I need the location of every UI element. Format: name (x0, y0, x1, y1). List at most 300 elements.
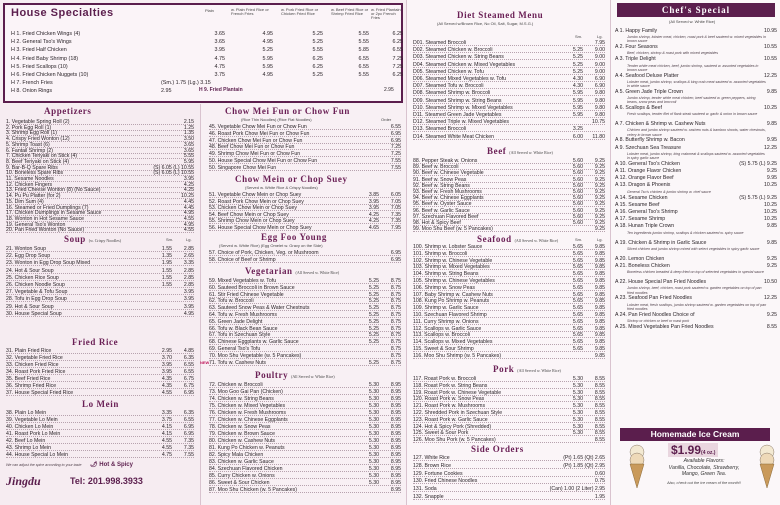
chef-special-description: Jumbo shrimp, tender white meat chicken, beef sauteed w. green peppers, string beans, snow peas and broccoli (627, 96, 756, 105)
menu-item-name: 56. House Special Chow Mein or Chop Suey (209, 225, 312, 231)
house-special-name: H 8. Onion Rings (11, 88, 53, 95)
menu-panel-2 (200, 104, 406, 505)
menu-item-name: 120. Roast Pork w. Snow Peas (413, 396, 485, 403)
house-special-price: 5.85 (358, 47, 369, 54)
menu-item-row (413, 119, 605, 126)
menu-item-row (413, 471, 605, 478)
diet-subtitle: (All Served w/Brown Rice, No Oil, Salt, Sugar, M.S.G.) (437, 21, 534, 26)
house-special-row (11, 64, 401, 72)
menu-item-price-small: 5.30 (368, 438, 379, 444)
menu-panel-1 (0, 104, 200, 505)
menu-item-name: 16. Steamed or Fried Dumplings (7) (6, 204, 89, 211)
menu-item-price-large: 8.95 (390, 424, 401, 430)
menu-item-price-small: 5.30 (572, 403, 583, 410)
menu-item-row (6, 431, 194, 438)
menu-item-price-large: 9.85 (594, 312, 605, 318)
fried-rice-title: Fried Rice (72, 337, 119, 347)
menu-item-price-large: 9.25 (594, 195, 605, 202)
menu-item-name: 86. Sweet & Sour Chicken (209, 480, 270, 486)
menu-item-name: 59. Mixed Vegetables w. Tofu (209, 278, 277, 284)
menu-item-price-small: 4.30 (572, 83, 583, 90)
menu-item-price-large: 8.55 (594, 437, 605, 444)
menu-item-price-small: 5.60 (572, 158, 583, 164)
menu-item-row (209, 466, 401, 473)
menu-item-row (209, 452, 401, 459)
house-special-price: 6.25 (312, 55, 323, 62)
menu-item-price-small: 5.25 (368, 312, 379, 318)
menu-item-row (6, 424, 194, 431)
menu-item-name: 53. Chicken Chow Mein or Chop Suey (209, 205, 297, 212)
menu-item-name: D03. Steamed Chicken w. String Beans (413, 54, 504, 61)
menu-item-name: 34. Roast Pork Fried Rice (6, 369, 66, 375)
menu-item-price-large: 8.95 (390, 382, 401, 388)
menu-item-price-large: 9.25 (594, 201, 605, 208)
chef-special-price: (S) 5.75 (L) 9.25 (739, 194, 777, 201)
menu-item-name: 102. Shrimp w. Chinese Vegetable (413, 257, 493, 264)
menu-item-name: 117. Roast Pork w. Broccoli (413, 376, 477, 382)
menu-item-price-large: 8.95 (390, 417, 401, 423)
chef-special-name: A 22. House Special Pan Fried Noodles (615, 279, 707, 286)
chef-special-price: 10.55 (764, 56, 777, 63)
menu-item-name: 83. Chicken w. Garlic Sauce (209, 459, 274, 465)
menu-item-name: 51. Vegetable Chow Mein or Chop Suey (209, 192, 302, 198)
ice-cream-price: $1.99(4 oz.) (668, 443, 718, 457)
menu-item-row (6, 390, 194, 397)
menu-item-price-large: 9.25 (594, 176, 605, 183)
menu-item-price-large: 8.95 (390, 452, 401, 458)
menu-item-name: 94. Beef w. Chinese Eggplants (413, 195, 484, 202)
menu-item-name: 92. Beef w. String Beans (413, 182, 470, 189)
chow-mein-subtitle: (Served w. White Rice & Crispy Noodles) (245, 185, 318, 190)
menu-item-price-large: 7.95 (390, 225, 401, 231)
menu-item-name: 107. Baby Shrimp w. Cashew Nuts (413, 291, 493, 298)
house-special-price: 5.55 (358, 72, 369, 78)
menu-item-name: 36. Shrimp Fried Rice (6, 383, 57, 389)
house-special-price: 6.25 (392, 72, 403, 78)
menu-item-price: 6.95 (390, 130, 401, 137)
menu-item-price-small: 5.60 (572, 201, 583, 208)
menu-item-name: 72. Chicken w. Broccoli (209, 382, 263, 388)
menu-item-name: 112. Scallops w. Garlic Sauce (413, 325, 482, 332)
hs-col-pork-rice: w. Pork Fried Rice or Chicken Fried Rice (281, 7, 319, 16)
menu-item-row (209, 396, 401, 403)
menu-item-row (6, 445, 194, 452)
menu-item-name: 46. Roast Pork Chow Mei Fun or Chow Fun (209, 130, 310, 137)
menu-item-row (209, 389, 401, 396)
menu-item-name: 52. Roast Pork Chow Mein or Chop Suey (209, 198, 304, 205)
chef-special-description: Jumbo shrimp, beef, chicken, roast pork sauteed w. garden vegetables on top of pan fried noodles (627, 286, 762, 295)
menu-item-name: 39. Vegetable Lo Mein (6, 417, 58, 423)
menu-item-name: 62. Tofu w. Broccoli (209, 298, 254, 305)
new-badge: NEW (200, 359, 210, 365)
menu-item-price-small: 1.55 (161, 274, 172, 281)
menu-item-row (413, 98, 605, 105)
menu-item-name: 12. Chicken Fingers (6, 181, 53, 188)
menu-item-price: 1.25 (183, 124, 194, 131)
menu-item-price-large: 6.95 (183, 424, 194, 430)
menu-item-price-large: 9.85 (594, 291, 605, 298)
house-special-price: 5.25 (312, 31, 323, 37)
chef-special-price: 10.25 (764, 209, 777, 215)
menu-item-row (209, 403, 401, 410)
menu-item-price-large: 9.25 (594, 170, 605, 177)
menu-item-price-small: 5.65 (572, 250, 583, 257)
house-special-price: 4.75 (214, 55, 225, 62)
beef-title: Beef (All Served w. White Rice) (487, 146, 553, 156)
menu-item-name: D08. Steamed Shrimp w. Broccoli (413, 90, 491, 97)
poultry-title: Poultry (All Served w. White Rice) (255, 370, 335, 380)
menu-item-price: 0.60 (594, 470, 605, 477)
menu-item-price-large: 8.75 (390, 284, 401, 291)
menu-item-name: 75. Chicken w. Mixed Vegetables (209, 403, 286, 409)
menu-item-name: 110. Szechuan Flavored Shrimp (413, 312, 487, 318)
hot-spicy-label: 🌶 Hot & Spicy (90, 462, 133, 468)
menu-item-price-large: 9.25 (594, 164, 605, 171)
house-special-price: 3.75 (214, 72, 225, 78)
menu-item-name: 91. Beef w. Snow Peas (413, 176, 467, 183)
chefs-special-subtitle: (All Served w. White Rice) (669, 19, 716, 24)
menu-item-price-large: 6.55 (183, 417, 194, 423)
menu-item-name: 123. Roast Pork w. Garlic Sauce (413, 416, 488, 423)
chef-special-description: Fresh scallops, tender filet of flank steak sauteed w. garlic & onion in brown sauce (627, 112, 758, 117)
menu-item-row (413, 112, 605, 119)
menu-item-price-small: 5.65 (572, 305, 583, 312)
menu-item-price-small: 4.25 (368, 211, 379, 218)
menu-item-price-small: 5.60 (572, 170, 583, 177)
brand-logo: Jingdu (6, 474, 41, 488)
menu-item-price-large: 9.25 (594, 158, 605, 164)
chef-special-price: 10.55 (764, 44, 777, 51)
menu-item-name: 9. Bar-B-Q Spare Ribs (6, 164, 58, 171)
menu-item-name: 60. Sauteed Broccoli in Brown Sauce (209, 284, 295, 291)
menu-item-price-large: 8.55 (594, 403, 605, 410)
ice-cream-title: Homemade Ice Cream (620, 428, 770, 441)
menu-item-price: 7.55 (390, 164, 401, 171)
menu-item-price-large: 4.85 (183, 348, 194, 354)
appetizers-title: Appetizers (44, 106, 92, 116)
house-special-price: 5.55 (358, 31, 369, 37)
house-special-name: H 4. Fried Baby Shrimp (18) (11, 55, 79, 62)
menu-item-name: 122. Shredded Pork in Szechuan Style (413, 410, 503, 416)
hs-extra-price: 2.95 (384, 87, 394, 93)
vegetarian-title: Vegetarian (All Served w. White Rice) (245, 266, 340, 276)
menu-item-row (413, 226, 605, 233)
menu-item-price-small: 4.25 (368, 218, 379, 225)
house-special-price: 4.95 (262, 72, 273, 78)
chef-special-name: A 2. Four Seasons (615, 44, 658, 51)
house-special-row (11, 47, 401, 55)
menu-item-name: 71. Tofu w. Cashew Nuts (209, 359, 266, 366)
chow-mei-fun-title: Chow Mei Fun or Chow Fun (225, 106, 350, 116)
menu-item-name: 3. Shrimp Egg Roll (1) (6, 130, 58, 137)
chef-special-price: 9.85 (766, 223, 777, 230)
menu-item-price-large: 8.55 (594, 382, 605, 389)
menu-item-price-small: 5.25 (368, 278, 379, 284)
menu-item-name: 116. Moo Shu Shrimp (w. 5 Pancakes) (413, 352, 502, 359)
menu-item-name: 128. Brown Rice (413, 462, 452, 469)
house-special-price: 6.25 (392, 31, 403, 37)
menu-item-price-small: 5.65 (572, 332, 583, 339)
menu-item-price-small: 5.30 (368, 431, 379, 437)
menu-item-price-large: 11.80 (592, 133, 605, 140)
menu-item-price-small: 5.30 (572, 389, 583, 396)
menu-item-price-small: 5.30 (368, 424, 379, 430)
house-special-price: 3.65 (214, 39, 225, 46)
menu-item-price-small: 3.70 (161, 355, 172, 361)
menu-item-price-small: 5.30 (368, 445, 379, 451)
house-special-price: 7.25 (392, 55, 403, 62)
menu-item-name: 127. White Rice (413, 455, 450, 461)
menu-item-price-small: 5.30 (572, 416, 583, 423)
menu-item-price-small: 5.95 (572, 90, 583, 97)
menu-item-name: 27. Vegetable & Tofu Soup (6, 289, 68, 296)
chef-special-price: 12.25 (764, 295, 777, 302)
menu-item-price-large: 8.95 (390, 389, 401, 395)
menu-item-price-large: 9.85 (594, 250, 605, 257)
menu-item-price-large: 8.75 (390, 325, 401, 332)
menu-item-price: 6.95 (390, 256, 401, 263)
menu-item-price-small: 4.55 (161, 390, 172, 396)
menu-item-price-large: 3.95 (183, 296, 194, 303)
menu-item-price-large: 9.00 (594, 61, 605, 68)
menu-item-row (413, 62, 605, 69)
chef-special-description: Beef, chicken, shrimp & roast pork with mixed vegetables (627, 51, 719, 56)
menu-item-row (413, 40, 605, 47)
menu-item-name: 30. House Special Soup (6, 310, 62, 317)
chef-special-name: A 15. Sesame Beef (615, 201, 660, 208)
menu-item-name: 104. Shrimp w. String Beans (413, 271, 479, 278)
menu-item-price-large: 8.75 (390, 332, 401, 339)
menu-item-price-small: 5.30 (368, 452, 379, 458)
menu-item-price: 4.95 (183, 210, 194, 217)
menu-item-name: 131. Soda (413, 486, 437, 493)
menu-item-name: 115. Sweet & Sour Shrimp (413, 346, 474, 352)
menu-item-row (209, 438, 401, 445)
menu-item-row (6, 282, 194, 289)
menu-item-price-large: 9.25 (594, 226, 605, 233)
menu-item-name: 61. Stir Fried Chinese Vegetable (209, 291, 284, 298)
menu-item-price-large: 8.75 (390, 305, 401, 312)
menu-item-price-small: 5.95 (572, 104, 583, 111)
menu-item-price-large: 9.25 (594, 182, 605, 189)
menu-item-name: D04. Steamed Chicken w. Mixed Vegetables (413, 61, 516, 68)
hs-col-plain: Plain (205, 8, 214, 13)
menu-item-price-small: 5.30 (368, 389, 379, 395)
house-special-price: 4.95 (262, 39, 273, 46)
menu-item-row (209, 445, 401, 452)
menu-item-price-small: 2.95 (161, 348, 172, 354)
menu-item-price-small: 1.55 (161, 246, 172, 252)
menu-item-price: (S) 6.05 (L) 10.55 (153, 170, 194, 177)
menu-item-name: 132. Snapple (413, 494, 444, 500)
menu-item-price: 4.25 (183, 181, 194, 188)
menu-item-price-small: 3.25 (572, 126, 583, 133)
house-special-row (11, 31, 401, 39)
menu-item-name: 109. Shrimp w. Garlic Sauce (413, 305, 479, 312)
menu-item-price-large: 8.75 (390, 312, 401, 318)
menu-item-price-large: 8.55 (594, 416, 605, 423)
menu-item-row (413, 54, 605, 61)
menu-item-price-small: 5.60 (572, 207, 583, 214)
menu-item-price-large: 9.80 (594, 97, 605, 104)
menu-item-price: 10.25 (181, 193, 194, 200)
menu-item-price-small: 5.30 (368, 417, 379, 423)
menu-item-row (209, 424, 401, 431)
menu-item-row (6, 452, 194, 459)
chef-special-price: 10.25 (764, 105, 777, 111)
menu-item-name: 100. Shrimp w. Lobster Sauce (413, 244, 483, 250)
house-special-row (11, 56, 401, 64)
chef-special-price: 9.85 (766, 88, 777, 95)
menu-item-row (413, 76, 605, 83)
menu-item-price-large: 8.95 (390, 410, 401, 416)
menu-item-name: 129. Fortune Cookies (413, 470, 463, 477)
menu-item-price-small: 5.25 (368, 332, 379, 339)
seafood-title: Seafood (All Served w. White Rice) (477, 234, 559, 244)
menu-item-price-large: 9.00 (594, 47, 605, 54)
menu-item-name: 63. Sauteed Snow Peas & Water Chestnuts (209, 305, 310, 312)
menu-item-price-small: 5.30 (572, 410, 583, 416)
menu-item-row (413, 353, 605, 360)
menu-item-price-small: 4.35 (161, 376, 172, 382)
chef-special-price: 10.25 (764, 216, 777, 223)
chef-special-name: A 20. Lemon Chicken (615, 255, 665, 262)
diet-title: Diet Steamed Menu (457, 10, 544, 20)
seafood-header-small: Sm. (575, 237, 583, 242)
menu-item-row (6, 304, 194, 311)
chef-special-price: 9.85 (766, 239, 777, 246)
menu-item-name: 24. Hot & Sour Soup (6, 267, 54, 274)
menu-item-name: 37. House Special Fried Rice (6, 390, 74, 396)
menu-item-name: 4. Crispy Fried Wonton (12) (6, 136, 70, 143)
chef-special-name: A 7. Chicken & Shrimp w. Cashew Nuts (615, 121, 706, 128)
chef-special-description: General Tso's chicken & jumbo shrimp w. chef sauce (627, 189, 711, 194)
menu-item-price-small: 5.60 (572, 164, 583, 171)
menu-item-name: D09. Steamed Shrimp w. String Beans (413, 97, 502, 104)
house-special-price: (Sm.) 1.75 (Lg.) 3.15 (161, 80, 211, 87)
menu-item-price-small: 1.55 (161, 282, 172, 288)
menu-item-price-large: 7.05 (390, 198, 401, 205)
menu-item-row (209, 417, 401, 424)
menu-item-price-large: 6.55 (183, 362, 194, 368)
diet-header-large: Lg. (597, 34, 603, 39)
menu-item-name: 29. Hot & Sour Soup (6, 303, 54, 310)
menu-item-price-small: 5.60 (572, 195, 583, 202)
menu-item-row (413, 478, 605, 485)
menu-item-row (209, 459, 401, 466)
menu-item-price-small: 5.25 (368, 339, 379, 346)
menu-item-price-small: 6.00 (572, 133, 583, 140)
menu-item-price: 0.75 (594, 478, 605, 485)
menu-item-price-large: 8.55 (594, 423, 605, 430)
menu-item-price-large: 8.75 (390, 346, 401, 352)
menu-item-price-large: 9.85 (594, 352, 605, 359)
menu-item-name: 50. House Special Chow Mei Fun or Chow Fun (209, 158, 318, 164)
menu-item-row (413, 134, 605, 141)
menu-item-row (413, 47, 605, 54)
menu-item-name: 10. Boneless Spare Ribs (6, 170, 64, 177)
menu-item-row (209, 431, 401, 438)
menu-item-row (209, 165, 401, 172)
menu-item-price-small: 4.15 (161, 431, 172, 437)
menu-item-price-small: 5.30 (368, 403, 379, 409)
menu-item-row (6, 246, 194, 253)
menu-item-name: 79. Chicken w. Brown Sauce (209, 431, 276, 437)
menu-item-name: 40. Chicken Lo Mein (6, 424, 54, 430)
chef-special-name: A 10. General Tso's Chicken (615, 160, 680, 167)
menu-item-name: 32. Vegetable Fried Rice (6, 355, 63, 361)
menu-item-row (413, 69, 605, 76)
menu-item-name: 26. Chicken Noodle Soup (6, 282, 65, 288)
menu-item-price-small: 5.30 (368, 480, 379, 486)
menu-item-price-small: 5.60 (572, 182, 583, 189)
soup-title: Soup (w. Crispy Noodles) (64, 234, 122, 244)
chef-special-name: A 8. Butterfly Shrimp w. Bacon (615, 137, 685, 144)
menu-item-row (6, 260, 194, 267)
menu-item-name: 44. House Special Lo Mein (6, 452, 68, 458)
menu-item-price-large: 9.85 (594, 346, 605, 352)
house-special-name: H 7. French Fries (11, 80, 53, 87)
hs-col-plantain: w. Fried Plantain or 2pc French Fries (371, 7, 401, 20)
menu-item-price-small: 5.25 (368, 359, 379, 366)
house-special-price: 5.95 (262, 55, 273, 62)
menu-item-price-large: 9.85 (594, 284, 605, 291)
menu-item-name: 85. Curry Chicken w. Onions (209, 473, 275, 479)
menu-item-price-large: 7.35 (390, 211, 401, 218)
menu-item-price-small: 5.25 (368, 298, 379, 305)
menu-item-row (6, 289, 194, 296)
menu-item-name: D05. Steamed Chicken w. Tofu (413, 68, 484, 75)
house-special-price: 5.25 (312, 39, 323, 46)
menu-item-price-small: 5.60 (572, 220, 583, 226)
menu-item-price-small: 5.25 (368, 284, 379, 291)
chef-special-price: 9.25 (766, 263, 777, 269)
menu-item-price-small: 3.85 (368, 192, 379, 198)
chef-special-name: A 25. Mixed Vegetables Pan Fried Noodles (615, 323, 714, 330)
lo-mein-title: Lo Mein (82, 399, 119, 409)
menu-item-price-small: 4.75 (161, 452, 172, 458)
menu-item-price: 4.25 (183, 187, 194, 194)
menu-item-price-large: 2.65 (183, 253, 194, 260)
menu-item-price-large: 9.85 (594, 339, 605, 346)
menu-item-name: 101. Shrimp w. Broccoli (413, 250, 468, 257)
menu-item-price-small: 5.25 (368, 305, 379, 312)
menu-item-price-large: 2.85 (183, 267, 194, 274)
menu-item-name: D14. Steamed White Meat Chicken (413, 133, 495, 140)
menu-item-price: 4.55 (183, 215, 194, 222)
egg-foo-young-subtitle: (Served w. White Rice) (Egg Omelet w. Gravy on the Side) (219, 243, 323, 248)
house-special-name: H 6. Fried Chicken Nuggets (10) (11, 72, 89, 78)
house-special-price: 5.25 (312, 72, 323, 78)
menu-item-price-large: 2.85 (183, 246, 194, 252)
menu-item-name: 111. Curry Shrimp w. Onions (413, 318, 479, 325)
menu-item-name: 28. Tofu in Egg Drop Soup (6, 296, 67, 303)
menu-item-name: 106. Shrimp w. Snow Peas (413, 284, 475, 291)
menu-item-row (413, 494, 605, 501)
menu-item-name: 7. Chicken Teriyaki on Stick (4) (6, 153, 78, 160)
menu-item-name: 74. Chicken w. String Beans (209, 396, 274, 402)
menu-item-price-small: 5.65 (572, 318, 583, 325)
menu-item-price-small: 3.95 (161, 362, 172, 368)
menu-item-price-small: 4.55 (161, 445, 172, 451)
menu-item-price-small: 5.65 (572, 271, 583, 278)
menu-item-row (209, 487, 401, 494)
menu-item-price: 4.55 (183, 227, 194, 234)
menu-item-name: 97. Szechuan Flavored Beef (413, 213, 479, 220)
menu-item-row (413, 455, 605, 462)
menu-item-price-large: 7.35 (390, 218, 401, 225)
menu-item-price-large: 8.95 (390, 480, 401, 486)
